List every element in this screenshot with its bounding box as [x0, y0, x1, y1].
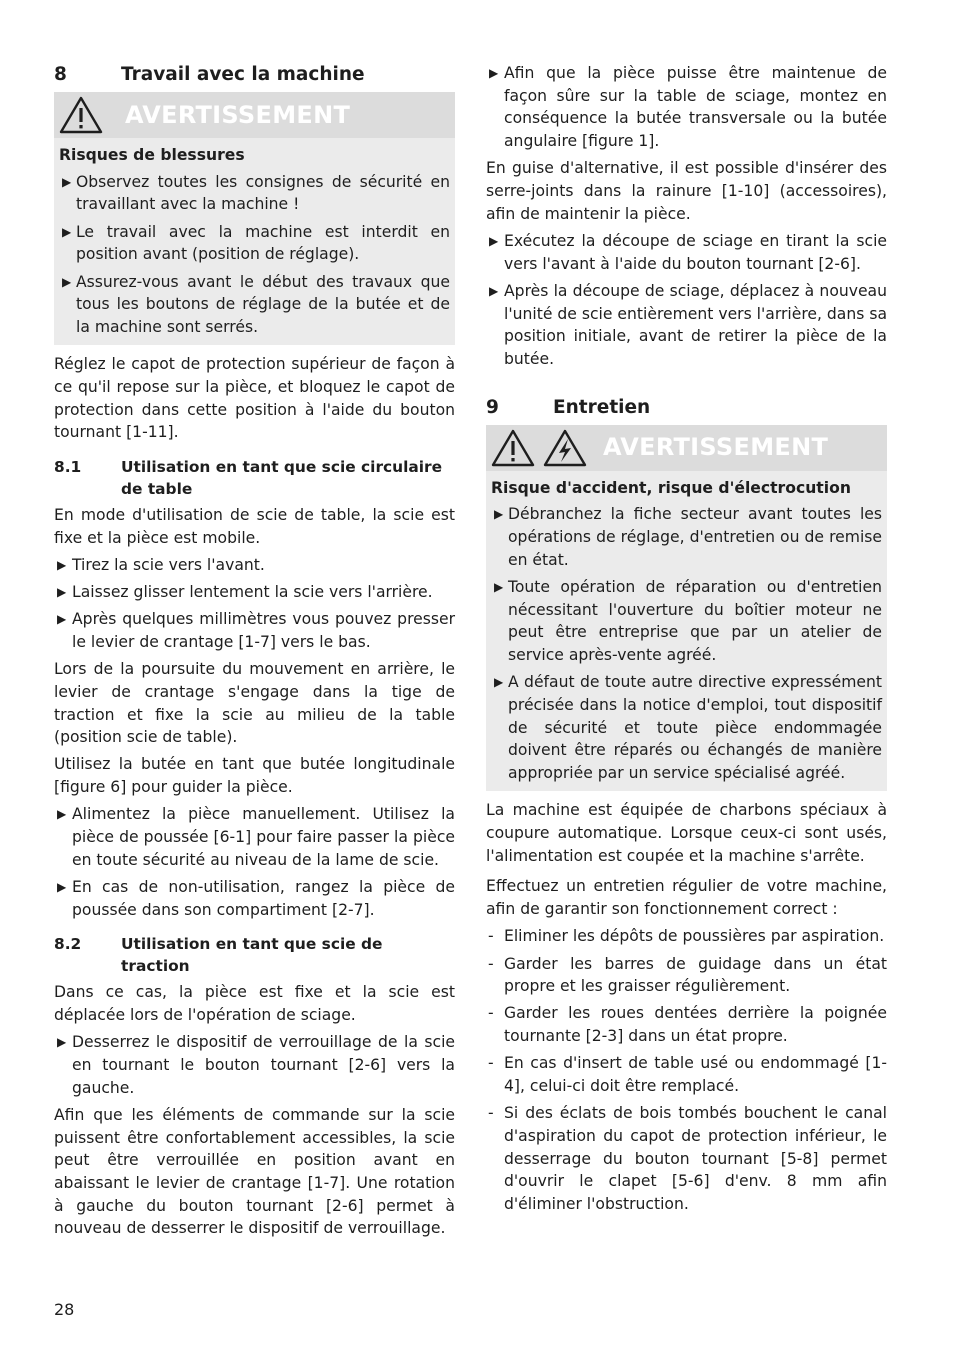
bullet-list	[486, 230, 887, 371]
warning-triangle-icon	[59, 96, 103, 134]
section-8-2-title: Utilisation en tant que scie de traction	[121, 935, 383, 976]
warning-header	[54, 92, 455, 138]
triangle-bullet-icon: ▶	[494, 507, 504, 522]
list-item: ▶ Desserrez le dispositif de verrouillage de la scie en tournant le bouton tournant [2-6] vers la gauche.	[57, 1033, 455, 1097]
warning-box-injury	[54, 92, 455, 345]
triangle-bullet-icon: ▶	[57, 807, 67, 822]
list-item: ▶ A défaut de toute autre directive expressément précisée dans la notice d'emploi, tout dispositif de sécurité et toute pièce endommagée doivent être réparés ou échangés de manière appropriée par un service spécialisé agréé.	[494, 673, 882, 783]
warning-box-electric	[486, 425, 887, 792]
triangle-bullet-icon: ▶	[57, 585, 67, 600]
list-item: ▶ Tirez la scie vers l'avant.	[54, 554, 455, 577]
triangle-bullet-icon: ▶	[494, 675, 504, 690]
list-item: ▶ Laissez glisser lentement la scie vers l'arrière.	[54, 581, 455, 604]
list-item: ▶ Après quelques millimètres vous pouvez presser le levier de crantage [1-7] vers le bas.	[57, 610, 455, 651]
list-item: ▶ Observez toutes les consignes de sécurité en travaillant avec la machine !	[62, 172, 450, 214]
section-8-heading	[54, 62, 455, 88]
list-item: - Garder les roues dentées derrière la poignée tournante [2-3] dans un état propre.	[488, 1004, 887, 1046]
triangle-bullet-icon: ▶	[489, 233, 499, 248]
warning-triangle-icon	[491, 429, 535, 467]
warning-subtitle: Risques de blessures	[59, 146, 245, 164]
electric-hazard-icon	[543, 429, 587, 467]
section-8-2-number: 8.2	[54, 935, 82, 954]
paragraph: Lors de la poursuite du mouvement en arrière, le levier de crantage s'engage dans la tige de traction et fixe la scie au milieu de la table (position scie de table).	[54, 660, 455, 747]
warning-list	[491, 503, 882, 784]
triangle-bullet-icon: ▶	[62, 174, 72, 189]
warning-subtitle: Risque d'accident, risque d'électrocution	[491, 478, 851, 497]
triangle-bullet-icon: ▶	[57, 612, 67, 627]
list-item: - Garder les barres de guidage dans un état propre et les graisser régulièrement.	[488, 954, 887, 996]
paragraph: Réglez le capot de protection supérieur de façon à ce qu'il repose sur la pièce, et bloquez le capot de protection dans cette position à l'aide du bouton tournant [1-11].	[54, 355, 455, 442]
dash-bullet: -	[488, 1104, 494, 1123]
paragraph: La machine est équipée de charbons spéciaux à coupure automatique. Lorsque ceux-ci sont usés, l'alimentation est coupée et la machine s'arrête.	[486, 801, 887, 865]
bullet-list	[54, 554, 455, 654]
paragraph: Afin que les éléments de commande sur la scie puissent être confortablement accessibles, la scie peut être verrouillée en position avant en abaissant le levier de crantage [1-7]. Une rotation à gauche du bouton tournant [2-6] permet à nouveau de desserrer le dispositif de verrouillage.	[54, 1105, 455, 1238]
triangle-bullet-icon: ▶	[62, 274, 72, 289]
list-item: ▶ Exécutez la découpe de sciage en tirant la scie vers l'avant à l'aide du bouton tournant [2-6].	[489, 231, 887, 273]
dash-bullet: -	[488, 1004, 494, 1023]
list-item: ▶ En cas de non-utilisation, rangez la pièce de poussée dans son compartiment [2-7].	[57, 877, 455, 919]
list-item: ▶ Après la découpe de sciage, déplacez à nouveau l'unité de scie entièrement vers l'arrière, dans sa position initiale, avant de retirer la pièce de la butée.	[489, 281, 887, 368]
dash-list	[486, 925, 887, 1215]
section-8-1-number: 8.1	[54, 457, 82, 476]
warning-title: AVERTISSEMENT	[125, 100, 351, 129]
page-number: 28	[54, 1300, 75, 1319]
section-8-1-heading	[54, 456, 455, 500]
section-8-title: Travail avec la machine	[121, 64, 365, 85]
section-9-title: Entretien	[553, 396, 651, 418]
triangle-bullet-icon: ▶	[57, 879, 67, 894]
list-item: ▶ Assurez-vous avant le début des travaux que tous les boutons de réglage de la butée et de la machine sont serrés.	[62, 272, 450, 336]
list-item: ▶ Alimentez la pièce manuellement. Utilisez la pièce de poussée [6-1] pour faire passer la pièce en toute sécurité au niveau de la lame de scie.	[57, 805, 455, 869]
triangle-bullet-icon: ▶	[57, 557, 67, 572]
section-8-1-title: Utilisation en tant que scie circulaire de table	[121, 457, 443, 498]
list-item: - Eliminer les dépôts de poussières par aspiration.	[486, 925, 887, 948]
warning-header	[486, 425, 887, 471]
paragraph: En guise d'alternative, il est possible d'insérer des serre-joints dans la rainure [1-10] (accessoires), afin de maintenir la pièce.	[486, 159, 887, 223]
left-column	[54, 62, 455, 1245]
paragraph: Effectuez un entretien régulier de votre machine, afin de garantir son fonctionnement correct :	[486, 877, 887, 919]
right-column	[486, 62, 887, 1220]
list-item: ▶ Débranchez la fiche secteur avant toutes les opérations de réglage, d'entretien ou de remise en état.	[494, 505, 882, 569]
triangle-bullet-icon: ▶	[489, 66, 499, 80]
triangle-bullet-icon: ▶	[62, 224, 72, 239]
list-item: ▶ Afin que la pièce puisse être maintenue de façon sûre sur la table de sciage, montez en conséquence la butée transversale ou la butée angulaire [figure 1].	[489, 64, 887, 151]
warning-title: AVERTISSEMENT	[603, 433, 829, 462]
dash-bullet: -	[488, 954, 494, 973]
section-8-2-heading	[54, 933, 455, 977]
list-item: ▶ Le travail avec la machine est interdit en position avant (position de réglage).	[62, 222, 450, 264]
section-9-number: 9	[486, 396, 499, 418]
paragraph: En mode d'utilisation de scie de table, la scie est fixe et la pièce est mobile.	[54, 505, 455, 547]
bullet-list	[54, 803, 455, 921]
bullet-list	[486, 62, 887, 153]
section-9-heading	[486, 395, 887, 421]
warning-list	[59, 171, 450, 339]
paragraph: Utilisez la butée en tant que butée longitudinale [figure 6] pour guider la pièce.	[54, 755, 455, 797]
section-8-number: 8	[54, 64, 67, 85]
bullet-list	[54, 1031, 455, 1099]
triangle-bullet-icon: ▶	[489, 283, 499, 298]
dash-bullet: -	[488, 927, 494, 946]
triangle-bullet-icon: ▶	[57, 1035, 67, 1050]
list-item: - En cas d'insert de table usé ou endommagé [1-4], celui-ci doit être remplacé.	[488, 1054, 887, 1096]
list-item: ▶ Toute opération de réparation ou d'entretien nécessitant l'ouverture du boîtier moteur ne peut être entreprise que par un atelier de service après-vente agréé.	[494, 577, 882, 665]
list-item: - Si des éclats de bois tombés bouchent le canal d'aspiration du capot de protection inférieur, le desserrage du bouton tournant [5-8] permet d'ouvrir le clapet [5-6] d'env. 8 mm afin d'éliminer l'obstruction.	[488, 1104, 887, 1214]
triangle-bullet-icon: ▶	[494, 579, 504, 594]
dash-bullet: -	[488, 1054, 494, 1073]
paragraph: Dans ce cas, la pièce est fixe et la scie est déplacée lors de l'opération de sciage.	[54, 983, 455, 1025]
